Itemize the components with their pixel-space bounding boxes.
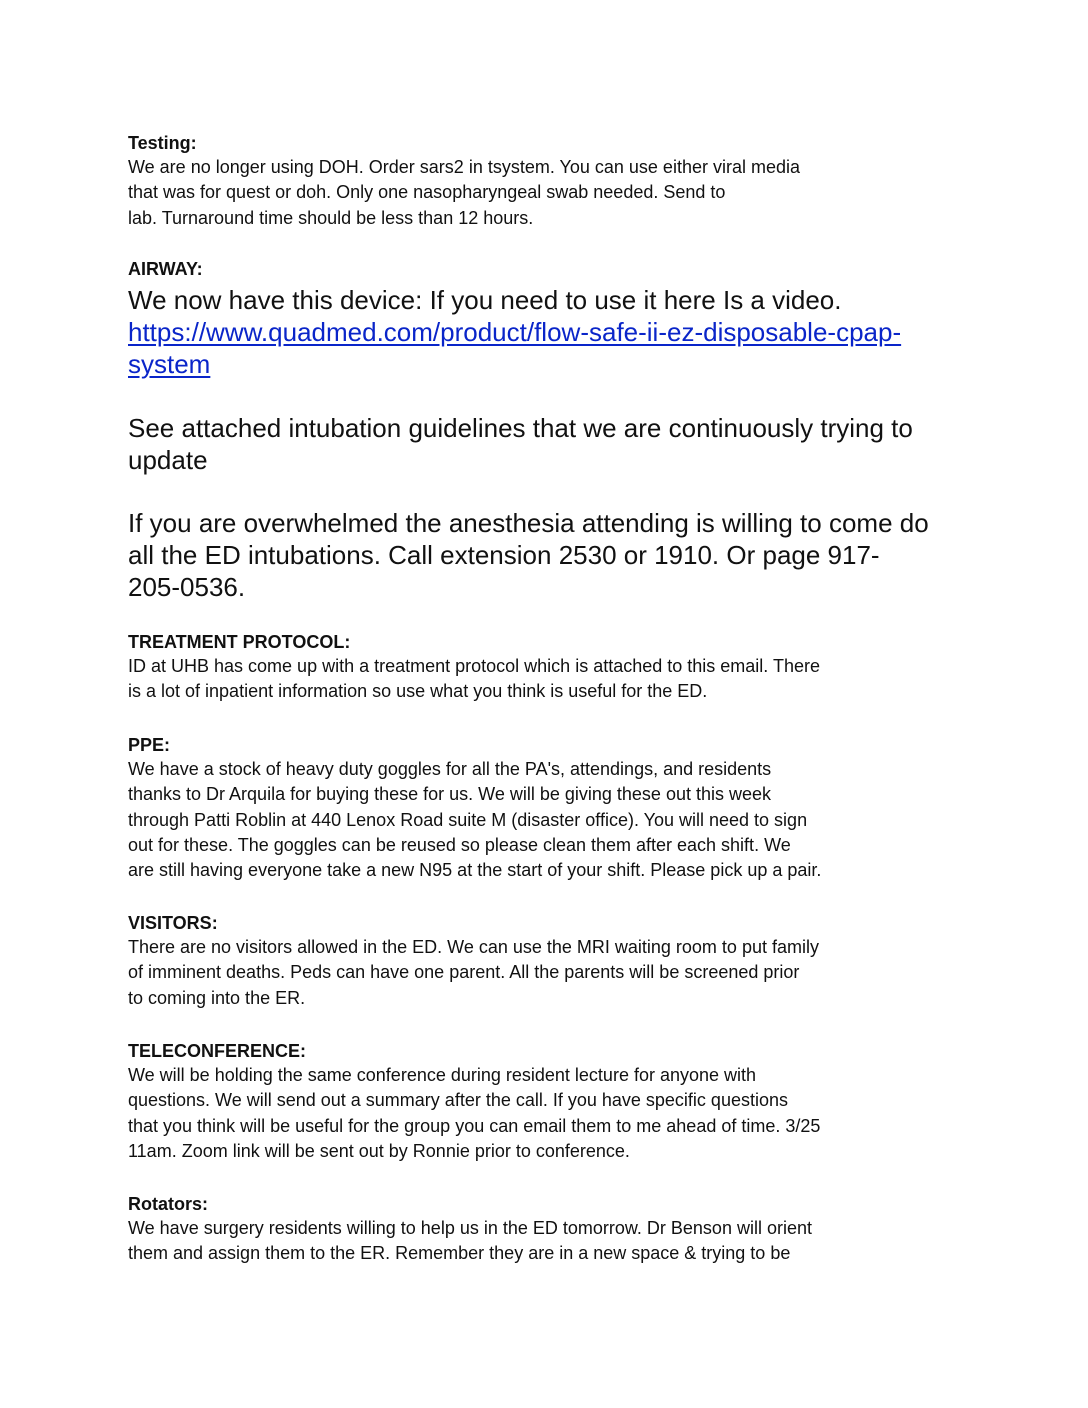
ppe-line: are still having everyone take a new N95 at the start of your shift. Please pick up a pair. xyxy=(128,860,822,881)
visitors-line: to coming into the ER. xyxy=(128,987,306,1008)
rotators-section xyxy=(128,1192,968,1267)
testing-section xyxy=(128,131,968,231)
testing-heading: Testing: xyxy=(128,133,197,153)
testing-line: that was for quest or doh. Only one nasopharyngeal swab needed. Send to xyxy=(128,182,726,203)
testing-line: lab. Turnaround time should be less than 12 hours. xyxy=(128,207,534,228)
visitors-section xyxy=(128,911,968,1011)
teleconference-line: We will be holding the same conference during resident lecture for anyone with xyxy=(128,1065,757,1085)
guidelines-line: See attached intubation guidelines that we are continuously trying to xyxy=(128,413,913,443)
visitors-line: There are no visitors allowed in the ED. We can use the MRI waiting room to put family xyxy=(128,937,819,957)
cpap-product-link[interactable]: https://www.quadmed.com/product/flow-safe-ii-ez-disposable-cpap- xyxy=(128,317,902,347)
airway-section xyxy=(128,257,968,281)
treatment-section xyxy=(128,630,968,705)
ppe-line: thanks to Dr Arquila for buying these for us. We will be giving these out this week xyxy=(128,784,771,805)
treatment-heading: TREATMENT PROTOCOL: xyxy=(128,632,351,652)
airway-device-block xyxy=(128,284,968,380)
treatment-line: is a lot of inpatient information so use what you think is useful for the ED. xyxy=(128,681,708,702)
ppe-line: We have a stock of heavy duty goggles for all the PA's, attendings, and residents xyxy=(128,759,772,779)
anesthesia-block xyxy=(128,507,968,603)
cpap-link-line xyxy=(128,348,968,380)
ppe-heading: PPE: xyxy=(128,735,171,755)
ppe-line: out for these. The goggles can be reused so please clean them after each shift. We xyxy=(128,834,791,855)
teleconference-line: that you think will be useful for the group you can email them to me ahead of time. 3/25 xyxy=(128,1115,821,1136)
cpap-link-line xyxy=(128,316,968,348)
teleconference-line: questions. We will send out a summary after the call. If you have specific questions xyxy=(128,1090,788,1111)
airway-device-line: We now have this device: If you need to use it here Is a video. xyxy=(128,285,842,315)
rotators-line: We have surgery residents willing to help us in the ED tomorrow. Dr Benson will orient xyxy=(128,1218,812,1238)
treatment-line: ID at UHB has come up with a treatment protocol which is attached to this email. There xyxy=(128,656,820,676)
intubation-guidelines-block xyxy=(128,412,968,476)
cpap-product-link-continued[interactable]: system xyxy=(128,349,211,379)
ppe-line: through Patti Roblin at 440 Lenox Road suite M (disaster office). You will need to sign xyxy=(128,809,808,830)
visitors-heading: VISITORS: xyxy=(128,913,218,933)
anesthesia-line: If you are overwhelmed the anesthesia attending is willing to come do xyxy=(128,508,929,538)
teleconference-line: 11am. Zoom link will be sent out by Ronnie prior to conference. xyxy=(128,1140,630,1161)
teleconference-section xyxy=(128,1039,968,1164)
rotators-line: them and assign them to the ER. Remember they are in a new space & trying to be xyxy=(128,1243,791,1264)
teleconference-heading: TELECONFERENCE: xyxy=(128,1041,307,1061)
guidelines-line: update xyxy=(128,445,208,475)
airway-heading: AIRWAY: xyxy=(128,259,203,279)
testing-line: We are no longer using DOH. Order sars2 in tsystem. You can use either viral media xyxy=(128,157,800,177)
anesthesia-line: all the ED intubations. Call extension 2530 or 1910. Or page 917- xyxy=(128,540,880,570)
anesthesia-line: 205-0536. xyxy=(128,572,246,602)
visitors-line: of imminent deaths. Peds can have one parent. All the parents will be screened prior xyxy=(128,962,800,983)
rotators-heading: Rotators: xyxy=(128,1194,208,1214)
ppe-section xyxy=(128,733,968,883)
